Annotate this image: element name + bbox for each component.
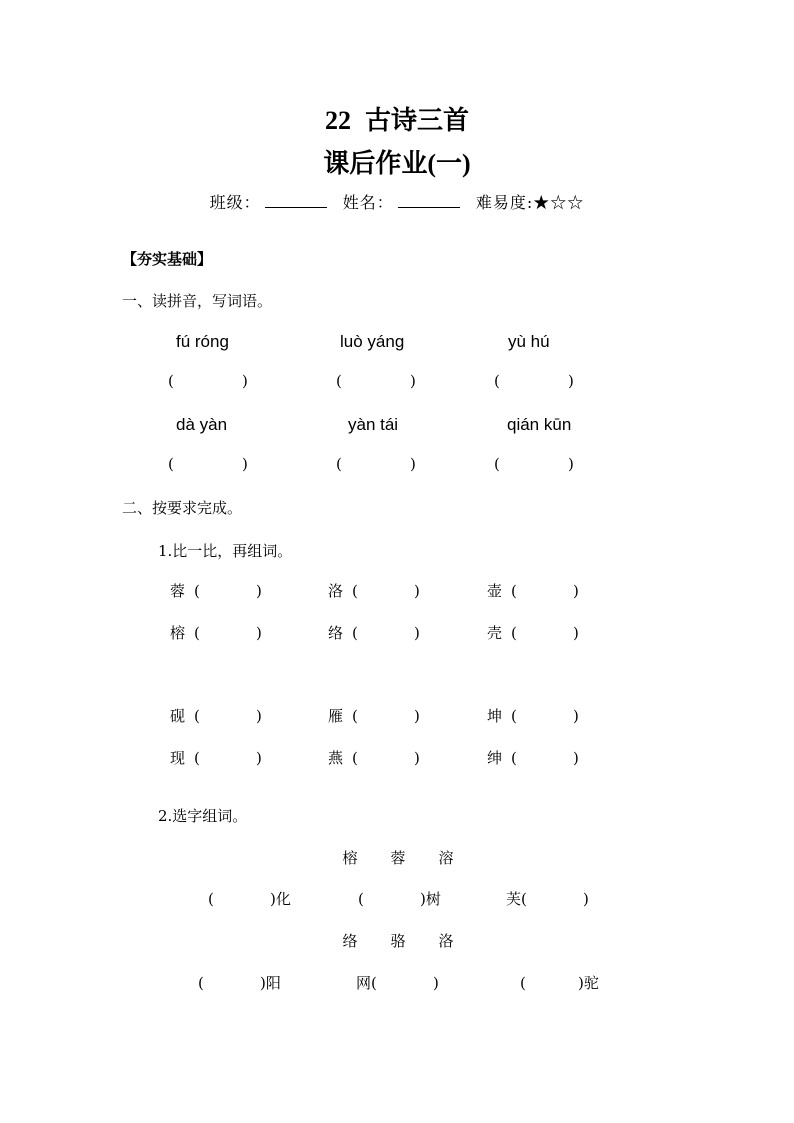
class-blank[interactable]: [265, 193, 327, 208]
answer-blank[interactable]: ): [414, 749, 420, 767]
sub-question-2-title: 2.选字组词。: [158, 807, 248, 825]
compare-item: 绅 ( ): [487, 749, 579, 767]
page-title: [0, 100, 794, 137]
pinyin-6: qián kūn: [507, 415, 572, 434]
student-info-line: [0, 190, 794, 213]
fill-item[interactable]: ( )化: [208, 890, 291, 908]
compare-item: 燕 ( ): [328, 749, 420, 767]
class-label: 班级：: [209, 193, 261, 212]
answer-blank[interactable]: ): [256, 624, 262, 642]
section-heading: 【夯实基础】: [122, 250, 213, 268]
answer-blank[interactable]: ): [573, 582, 579, 600]
pinyin-2: luò yáng: [340, 332, 405, 351]
fill-item[interactable]: 网( ): [356, 974, 439, 992]
lesson-number: 22: [324, 106, 351, 135]
answer-blank[interactable]: ): [256, 749, 262, 767]
answer-blank[interactable]: ( ): [168, 455, 248, 473]
compare-item: 坤 ( ): [487, 707, 579, 725]
name-label: 姓名：: [342, 193, 394, 212]
compare-item: 现 ( ): [170, 749, 262, 767]
answer-blank[interactable]: ( ): [494, 372, 574, 390]
compare-item: 壶 ( ): [487, 582, 579, 600]
answer-blank[interactable]: ): [256, 582, 262, 600]
fill-item[interactable]: ( )驼: [520, 974, 599, 992]
lesson-name: 古诗三首: [364, 106, 469, 135]
answer-blank[interactable]: ): [573, 707, 579, 725]
answer-blank[interactable]: ): [573, 749, 579, 767]
answer-blank[interactable]: ( ): [336, 455, 416, 473]
compare-item: 洛 ( ): [328, 582, 420, 600]
answer-blank[interactable]: ( ): [494, 455, 574, 473]
fill-item[interactable]: ( )树: [358, 890, 441, 908]
pinyin-1: fú róng: [176, 332, 229, 351]
answer-blank[interactable]: ): [256, 707, 262, 725]
compare-item: 雁 ( ): [328, 707, 420, 725]
name-blank[interactable]: [398, 193, 460, 208]
answer-blank[interactable]: ( ): [336, 372, 416, 390]
sub-question-1-title: 1.比一比，再组词。: [158, 542, 293, 560]
difficulty-stars: ★☆☆: [533, 193, 585, 212]
answer-blank[interactable]: ): [573, 624, 579, 642]
answer-blank[interactable]: ): [414, 624, 420, 642]
answer-blank[interactable]: ( ): [168, 372, 248, 390]
compare-item: 榕 ( ): [170, 624, 262, 642]
compare-item: 壳 ( ): [487, 624, 579, 642]
answer-blank[interactable]: ): [414, 582, 420, 600]
difficulty-label: 难易度:: [475, 193, 534, 212]
compare-item: 络 ( ): [328, 624, 420, 642]
choice-characters-1: 榕 蓉 溶: [342, 849, 454, 867]
pinyin-4: dà yàn: [176, 415, 228, 434]
compare-item: 砚 ( ): [170, 707, 262, 725]
question-2-title: 二、按要求完成。: [122, 499, 243, 517]
compare-item: 蓉 ( ): [170, 582, 262, 600]
fill-item[interactable]: ( )阳: [198, 974, 281, 992]
pinyin-5: yàn tái: [348, 415, 399, 434]
choice-characters-2: 络 骆 洛: [342, 932, 454, 950]
question-1-title: 一、读拼音，写词语。: [122, 292, 273, 310]
answer-blank[interactable]: ): [414, 707, 420, 725]
fill-item[interactable]: 芙( ): [506, 890, 589, 908]
pinyin-3: yù hú: [508, 332, 550, 351]
page-subtitle: 课后作业(一): [323, 149, 471, 178]
